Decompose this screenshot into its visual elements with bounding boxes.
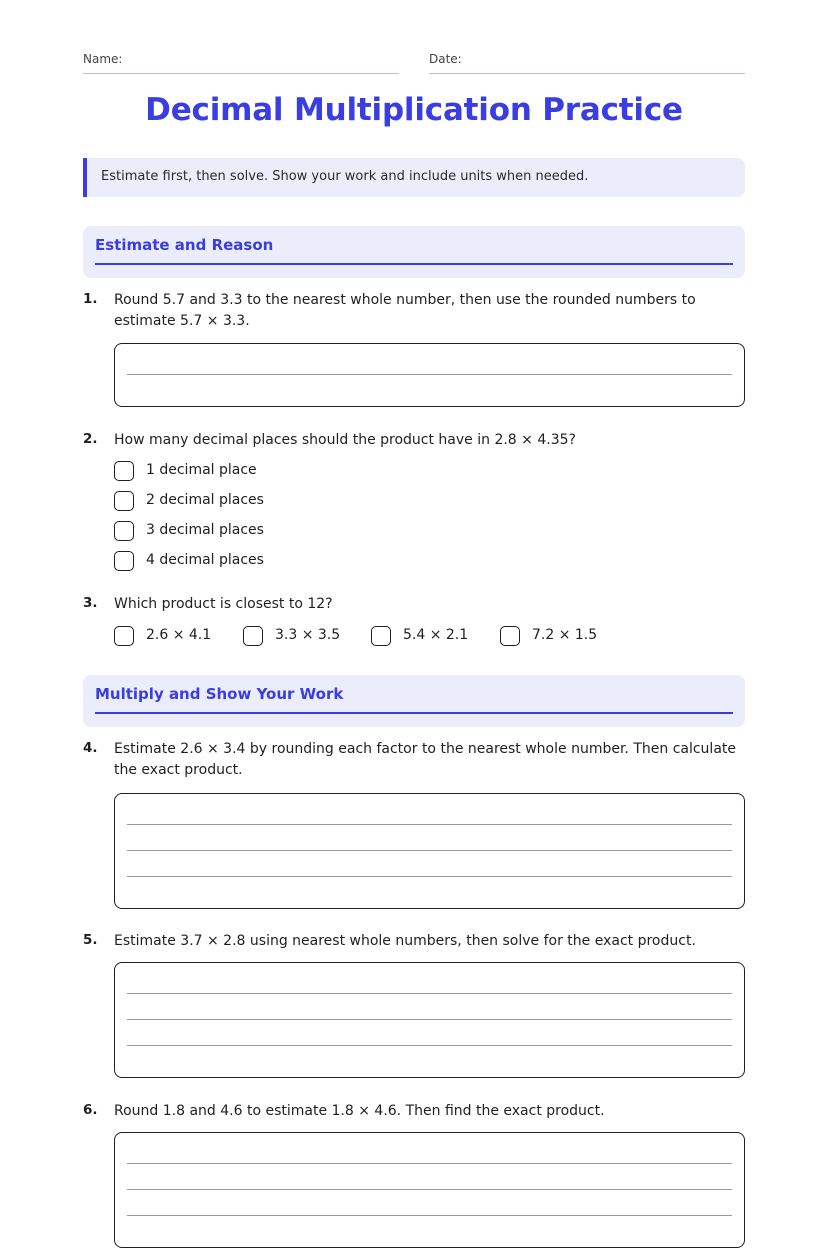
question-text: Estimate 2.6 × 3.4 by rounding each factor to the nearest whole number. Then calculate the exact product. xyxy=(114,741,737,778)
header-fields xyxy=(83,52,745,74)
section-header-multiply xyxy=(83,675,745,727)
question-text: Round 1.8 and 4.6 to estimate 1.8 × 4.6. Then find the exact product. xyxy=(114,1103,605,1119)
checkbox-icon[interactable] xyxy=(114,461,134,481)
answer-line xyxy=(127,1215,732,1216)
answer-line xyxy=(127,1163,732,1164)
question-number: 3. xyxy=(83,595,98,611)
option-label: 7.2 × 1.5 xyxy=(532,627,598,643)
question-text: Estimate 3.7 × 2.8 using nearest whole numbers, then solve for the exact product. xyxy=(114,933,696,949)
option-label: 3 decimal places xyxy=(146,522,264,538)
answer-line xyxy=(127,824,732,825)
answer-line xyxy=(127,993,732,994)
checkbox-icon[interactable] xyxy=(500,626,520,646)
question-number: 1. xyxy=(83,291,98,307)
question-text: How many decimal places should the product have in 2.8 × 4.35? xyxy=(114,432,576,448)
question-number: 2. xyxy=(83,431,98,447)
answer-box[interactable] xyxy=(114,962,745,1078)
section-header-estimate xyxy=(83,226,745,278)
option-label: 2 decimal places xyxy=(146,492,264,508)
section-rule xyxy=(95,712,733,714)
answer-line xyxy=(127,374,732,375)
section-title: Estimate and Reason xyxy=(95,236,274,254)
instructions-callout xyxy=(83,158,745,197)
checkbox-icon[interactable] xyxy=(114,491,134,511)
option-label: 4 decimal places xyxy=(146,552,264,568)
option-label: 1 decimal place xyxy=(146,462,257,478)
option-label: 3.3 × 3.5 xyxy=(275,627,341,643)
answer-box[interactable] xyxy=(114,793,745,909)
date-field[interactable] xyxy=(429,52,745,74)
checkbox-icon[interactable] xyxy=(114,626,134,646)
answer-line xyxy=(127,876,732,877)
answer-line xyxy=(127,850,732,851)
question-number: 6. xyxy=(83,1102,98,1118)
checkbox-icon[interactable] xyxy=(371,626,391,646)
name-label: Name: xyxy=(83,52,123,66)
section-rule xyxy=(95,263,733,265)
date-label: Date: xyxy=(429,52,462,66)
instructions-text: Estimate first, then solve. Show your work and include units when needed. xyxy=(101,169,589,184)
name-field[interactable] xyxy=(83,52,399,74)
section-title: Multiply and Show Your Work xyxy=(95,685,344,703)
option-label: 5.4 × 2.1 xyxy=(403,627,469,643)
answer-line xyxy=(127,1045,732,1046)
checkbox-icon[interactable] xyxy=(243,626,263,646)
question-number: 4. xyxy=(83,740,98,756)
answer-box[interactable] xyxy=(114,1132,745,1248)
answer-box[interactable] xyxy=(114,343,745,407)
checkbox-icon[interactable] xyxy=(114,521,134,541)
question-number: 5. xyxy=(83,932,98,948)
option-label: 2.6 × 4.1 xyxy=(146,627,212,643)
question-text: Which product is closest to 12? xyxy=(114,596,333,612)
question-text: Round 5.7 and 3.3 to the nearest whole number, then use the rounded numbers to estimate 5.7 × 3.3. xyxy=(114,292,696,329)
answer-line xyxy=(127,1189,732,1190)
checkbox-icon[interactable] xyxy=(114,551,134,571)
page-title: Decimal Multiplication Practice xyxy=(145,92,683,128)
answer-line xyxy=(127,1019,732,1020)
